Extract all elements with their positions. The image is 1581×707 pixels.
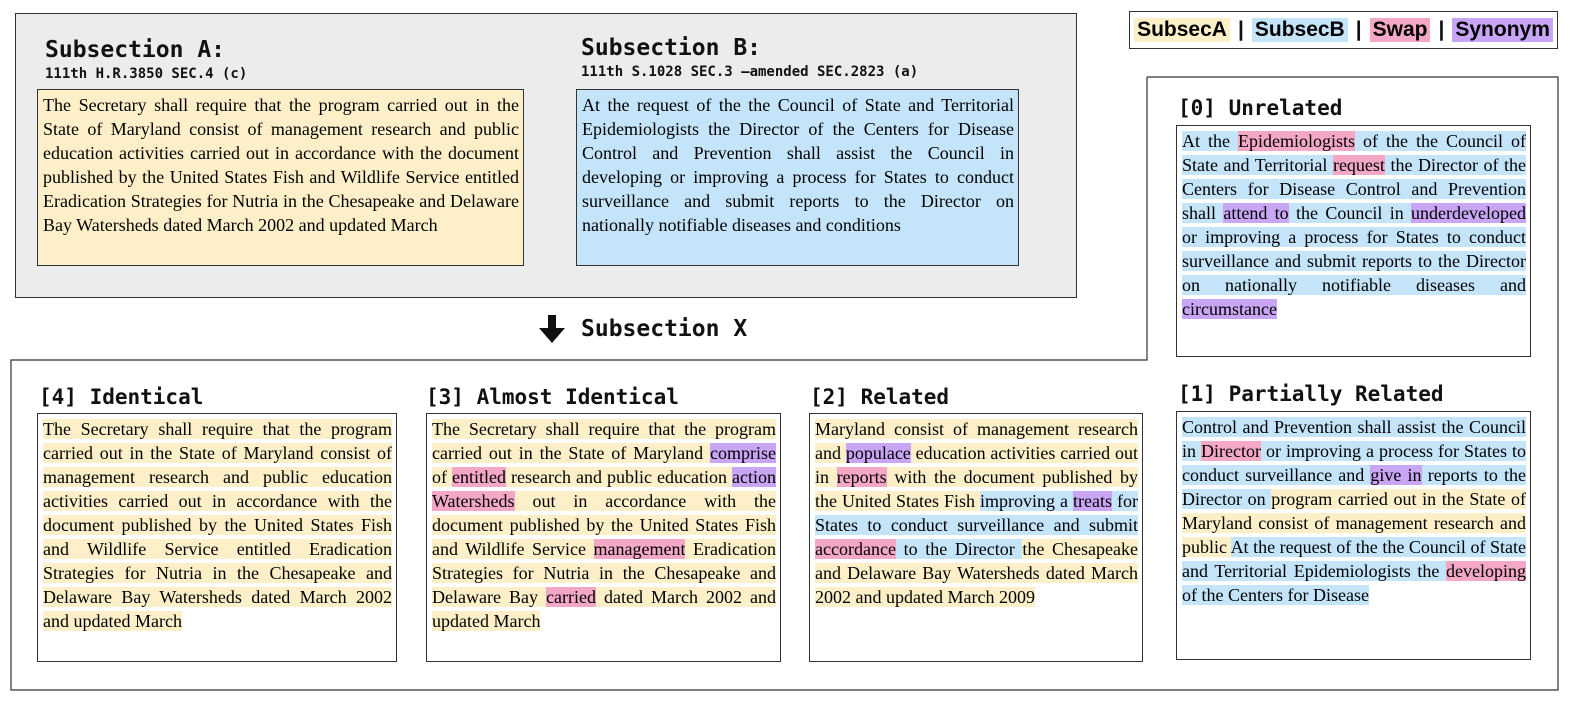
example-heading-unrelated: [0] Unrelated [1178, 96, 1343, 120]
legend-separator: | [1438, 18, 1445, 41]
highlight-segment-b: improving a [980, 491, 1074, 511]
highlight-segment-syn: attend to [1223, 203, 1289, 223]
example-text-partially-related [1176, 411, 1531, 660]
highlight-segment-b: or improving a process for States to conduct surveillance and submit reports to the Director on nationally notifiable diseases and [1182, 227, 1526, 295]
subsection-b-text: At the request of the the Council of State and Territorial Epidemiologists the Director of the Centers for Disease Control and Prevention shall assist the Council in developing or improving a process for States to conduct surveillance and submit reports to the Director on nationally notifiable diseases and conditions [576, 89, 1019, 266]
highlight-segment-swap: request [1332, 155, 1385, 175]
example-text-almost-identical [426, 413, 781, 662]
highlight-segment-swap: carried [546, 587, 596, 607]
highlight-segment-swap: management [593, 539, 686, 559]
example-heading-related: [2] Related [810, 385, 950, 409]
example-text-unrelated [1176, 125, 1531, 357]
highlight-segment-a: the Chesapeake and Delaware Bay Watersheds dated March 2002 and updated March 2009 [815, 539, 1138, 607]
highlight-segment-syn: comprise [710, 443, 776, 463]
highlight-segment-swap: reports [836, 467, 887, 487]
highlight-segment-b: the Council in [1288, 203, 1412, 223]
example-heading-partially-related: [1] Partially Related [1178, 382, 1444, 406]
highlight-segment-swap: Director [1201, 441, 1261, 461]
legend-subsecb: SubsecB [1252, 18, 1348, 42]
legend-separator: | [1237, 18, 1244, 41]
highlight-segment-a: of [432, 467, 453, 487]
highlight-segment-b: At the [1182, 131, 1238, 151]
highlight-segment-syn: give in [1370, 465, 1422, 485]
example-text-identical [37, 413, 397, 662]
highlight-segment-a: The Secretary shall require that the program carried out in the State of Maryland consist of management research and public education activities carried out in accordance with the document published by the United States Fish and Wildlife Service entitled Eradication Strategies for Nutria in the Chesapeake and Delaware Bay Watersheds dated March 2002 and updated March [43, 419, 392, 631]
highlight-segment-a: out in accordance with the document published by the United States Fish and Wildlife Service [432, 491, 776, 559]
highlight-segment-b: Control and Prevention shall assist the Council in [1182, 417, 1526, 461]
subsection-b-citation: 111th S.1028 SEC.3 –amended SEC.2823 (a) [581, 64, 919, 80]
highlight-segment-a: research and public education [506, 467, 733, 487]
highlight-segment-swap: accordance [815, 539, 896, 559]
highlight-segment-b: At the request of the the Council of State and Territorial Epidemiologists the [1182, 537, 1526, 581]
highlight-segment-a: Maryland consist of management research and [815, 419, 1138, 463]
highlight-segment-a: The Secretary shall require that the program carried out in the State of Maryland [432, 419, 776, 463]
highlight-segment-a: education activities carried out in [815, 443, 1139, 487]
highlight-segment-b: or improving a process for States to conduct surveillance and [1182, 441, 1526, 485]
legend-swap: Swap [1370, 18, 1431, 42]
example-heading-almost-identical: [3] Almost Identical [426, 385, 679, 409]
highlight-segment-syn: treats [1073, 491, 1112, 511]
highlight-segment-syn: circumstance [1182, 299, 1277, 319]
highlight-segment-a: with the document published by the United States Fish [815, 467, 1138, 511]
highlight-segment-b: of the the Council of State and Territorial [1182, 131, 1526, 175]
subsection-x-label: Subsection X [581, 316, 748, 342]
highlight-segment-a: program carried out in the State of Maryland consist of management research and public [1182, 489, 1526, 557]
highlight-segment-b: of the Centers for Disease [1182, 585, 1369, 605]
highlight-segment-swap: Epidemiologists [1238, 131, 1355, 151]
example-text-related [809, 413, 1143, 662]
subsection-a-text: The Secretary shall require that the program carried out in the State of Maryland consist of management research and public education activities carried out in accordance with the document published by the United States Fish and Wildlife Service entitled Eradication Strategies for Nutria in the Chesapeake and Delaware Bay Watersheds dated March 2002 and updated March [37, 89, 524, 266]
legend-subseca: SubsecA [1134, 18, 1230, 42]
subsection-a-citation: 111th H.R.3850 SEC.4 (c) [45, 66, 248, 82]
subsection-b-title: Subsection B: [581, 35, 762, 61]
highlight-segment-b: for States to conduct surveillance and submit [815, 491, 1138, 535]
highlight-segment-swap: Watersheds [432, 491, 515, 511]
highlight-segment-a: dated March 2002 and updated March [432, 587, 776, 631]
highlight-segment-b: reports to the Director on [1182, 465, 1526, 509]
legend-synonym: Synonym [1452, 18, 1553, 42]
highlight-segment-a: Eradication Strategies for Nutria in the Chesapeake and Delaware Bay [432, 539, 776, 607]
highlight-segment-syn: underdeveloped [1411, 203, 1526, 223]
highlight-segment-swap: entitled [452, 467, 506, 487]
example-heading-identical: [4] Identical [39, 385, 204, 409]
highlight-segment-syn: action [732, 467, 776, 487]
legend-separator: | [1355, 18, 1362, 41]
highlight-segment-b: to the Director [895, 539, 1023, 559]
highlight-segment-syn: populace [845, 443, 911, 463]
subsection-a-title: Subsection A: [45, 37, 226, 63]
highlight-segment-swap: developing [1446, 561, 1526, 581]
highlight-segment-b: the Director of the Centers for Disease Control and Prevention shall [1182, 155, 1526, 223]
